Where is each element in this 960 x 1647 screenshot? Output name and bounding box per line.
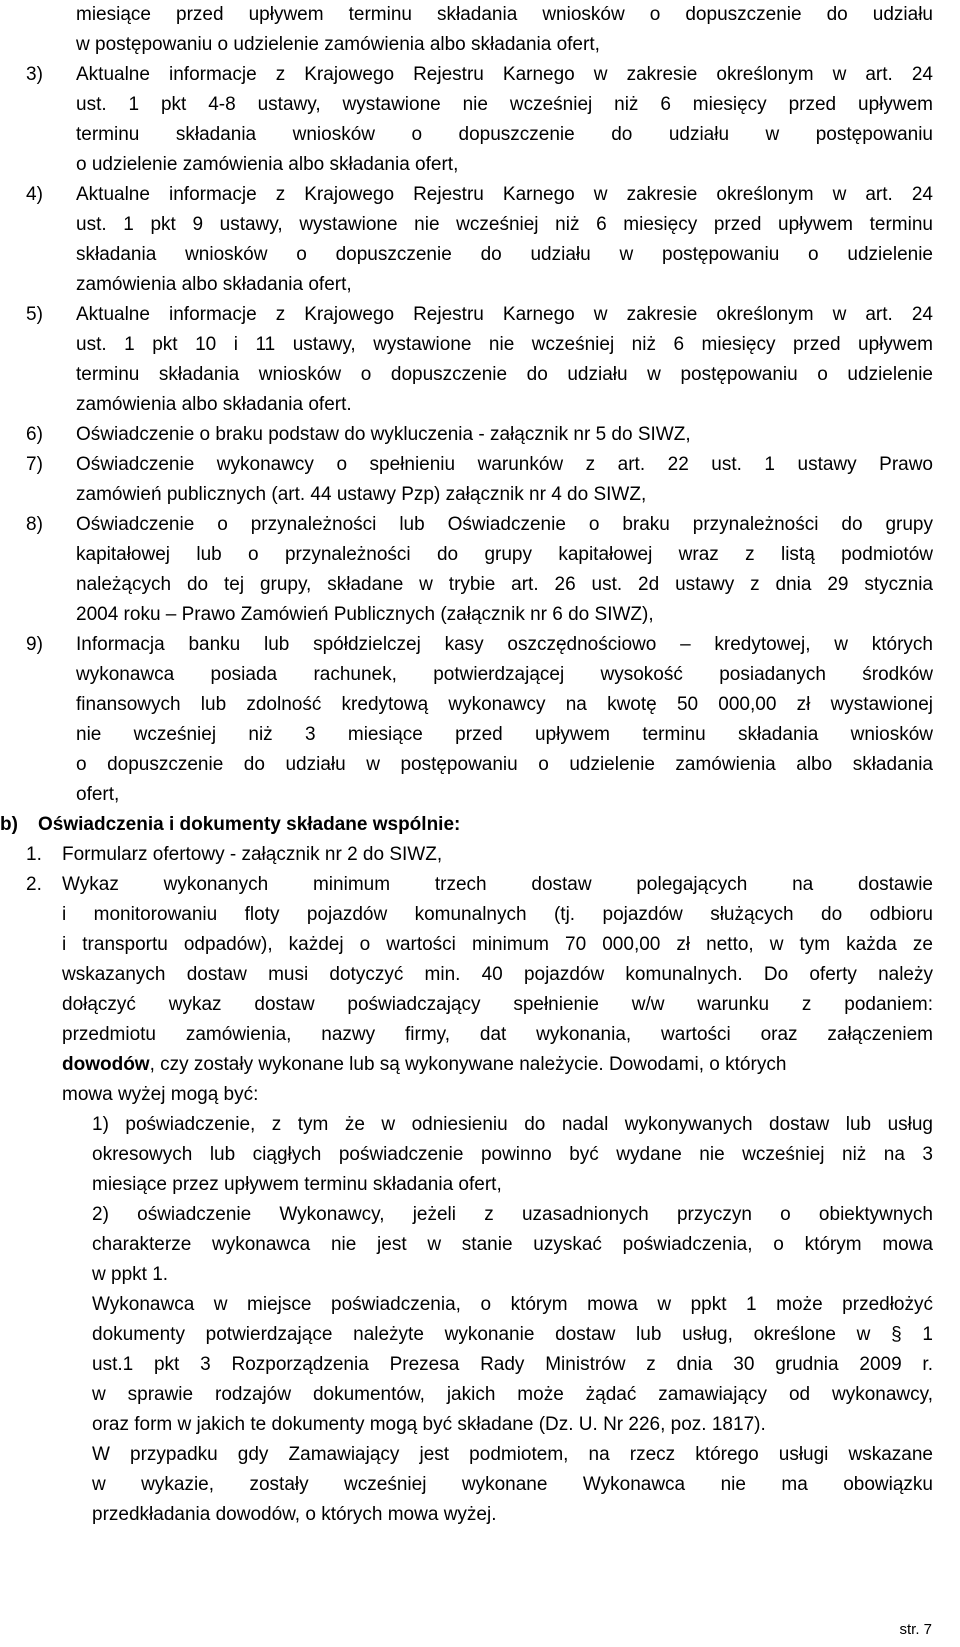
page-number: str. 7 <box>899 1621 932 1638</box>
list-marker: 6) <box>26 424 43 445</box>
text-line: Aktualne informacje z Krajowego Rejestru Karnego w zakresie określonym w art. 24 <box>76 64 933 85</box>
text-line: w wykazie, zostały wcześniej wykonane Wykonawca nie ma obowiązku <box>92 1474 933 1495</box>
text-line: mowa wyżej mogą być: <box>62 1084 259 1105</box>
text-line: przedmiotu zamówienia, nazwy firmy, dat wykonania, wartości oraz załączeniem <box>62 1024 933 1045</box>
text-line: i transportu odpadów), każdej o wartości minimum 70 000,00 zł netto, w tym każda ze <box>62 934 933 955</box>
text-line: składania wniosków o dopuszczenie do udziału w postępowaniu o udzielenie <box>76 244 933 265</box>
text-line: ust. 1 pkt 10 i 11 ustawy, wystawione nie wcześniej niż 6 miesięcy przed upływem <box>76 334 933 355</box>
text-line: Oświadczenie o braku podstaw do wykluczenia - załącznik nr 5 do SIWZ, <box>76 424 691 445</box>
section-marker: b) <box>0 814 18 835</box>
text-line: o dopuszczenie do udziału w postępowaniu o udzielenie zamówienia albo składania <box>76 754 933 775</box>
text-line: wykonawca posiada rachunek, potwierdzającej wysokość posiadanych środków <box>76 664 933 685</box>
text-line: oraz form w jakich te dokumenty mogą być składane (Dz. U. Nr 226, poz. 1817). <box>92 1414 766 1435</box>
text-line: Aktualne informacje z Krajowego Rejestru Karnego w zakresie określonym w art. 24 <box>76 304 933 325</box>
text-line: kapitałowej lub o przynależności do grupy kapitałowej wraz z listą podmiotów <box>76 544 933 565</box>
text-line: w sprawie rodzajów dokumentów, jakich może żądać zamawiający od wykonawcy, <box>92 1384 933 1405</box>
text-line: Wykonawca w miejsce poświadczenia, o którym mowa w ppkt 1 może przedłożyć <box>92 1294 933 1315</box>
text-line: ofert, <box>76 784 120 805</box>
text-line: charakterze wykonawca nie jest w stanie uzyskać poświadczenia, o którym mowa <box>92 1234 933 1255</box>
text-line: 2004 roku – Prawo Zamówień Publicznych (załącznik nr 6 do SIWZ), <box>76 604 654 625</box>
text-line: Oświadczenie o przynależności lub Oświadczenie o braku przynależności do grupy <box>76 514 933 535</box>
text-line: należących do tej grupy, składane w trybie art. 26 ust. 2d ustawy z dnia 29 stycznia <box>76 574 933 595</box>
text-line: miesiące przez upływem terminu składania ofert, <box>92 1174 502 1195</box>
text-line: przedkładania dowodów, o których mowa wyżej. <box>92 1504 497 1525</box>
list-marker: 3) <box>26 64 43 85</box>
text-line: o udzielenie zamówienia albo składania ofert, <box>76 154 459 175</box>
text-line: terminu składania wniosków o dopuszczenie do udziału w postępowaniu o udzielenie <box>76 364 933 385</box>
text-line: Wykaz wykonanych minimum trzech dostaw polegających na dostawie <box>62 874 933 895</box>
text-line: w ppkt 1. <box>92 1264 169 1285</box>
text-line: Oświadczenie wykonawcy o spełnieniu warunków z art. 22 ust. 1 ustawy Prawo <box>76 454 933 475</box>
text-line: zamówień publicznych (art. 44 ustawy Pzp) załącznik nr 4 do SIWZ, <box>76 484 647 505</box>
list-marker: 2. <box>26 874 42 895</box>
text-line: ust. 1 pkt 9 ustawy, wystawione nie wcześniej niż 6 miesięcy przed upływem terminu <box>76 214 933 235</box>
text-line: Aktualne informacje z Krajowego Rejestru Karnego w zakresie określonym w art. 24 <box>76 184 933 205</box>
text-line: 2) oświadczenie Wykonawcy, jeżeli z uzasadnionych przyczyn o obiektywnych <box>92 1204 933 1225</box>
text-line: Formularz ofertowy - załącznik nr 2 do SIWZ, <box>62 844 443 865</box>
text-line: wskazanych dostaw musi dotyczyć min. 40 pojazdów komunalnych. Do oferty należy <box>62 964 933 985</box>
list-marker: 4) <box>26 184 43 205</box>
text-line: ust.1 pkt 3 Rozporządzenia Prezesa Rady Ministrów z dnia 30 grudnia 2009 r. <box>92 1354 933 1375</box>
list-marker: 5) <box>26 304 43 325</box>
text-line <box>62 1050 933 1080</box>
text-line: finansowych lub zdolność kredytową wykonawcy na kwotę 50 000,00 zł wystawionej <box>76 694 933 715</box>
text-line: W przypadku gdy Zamawiający jest podmiotem, na rzecz którego usługi wskazane <box>92 1444 933 1465</box>
bold-word: dowodów <box>62 1054 150 1075</box>
list-marker: 1. <box>26 844 42 865</box>
text-line: 1) poświadczenie, z tym że w odniesieniu do nadal wykonywanych dostaw lub usług <box>92 1114 933 1135</box>
list-marker: 9) <box>26 634 43 655</box>
text-line: terminu składania wniosków o dopuszczenie do udziału w postępowaniu <box>76 124 933 145</box>
text-line: dołączyć wykaz dostaw poświadczający spełnienie w/w warunku z podaniem: <box>62 994 933 1015</box>
list-marker: 7) <box>26 454 43 475</box>
text-line: w postępowaniu o udzielenie zamówienia albo składania ofert, <box>76 34 600 55</box>
text-line: okresowych lub ciągłych poświadczenie powinno być wydane nie wcześniej niż na 3 <box>92 1144 933 1165</box>
text-line: zamówienia albo składania ofert, <box>76 274 352 295</box>
list-marker: 8) <box>26 514 43 535</box>
text-line: i monitorowaniu floty pojazdów komunalnych (tj. pojazdów służących do odbioru <box>62 904 933 925</box>
text-line: miesiące przed upływem terminu składania wniosków o dopuszczenie do udziału <box>76 4 933 25</box>
text-fragment: , czy zostały wykonane lub są wykonywane należycie. Dowodami, o których <box>149 1054 787 1075</box>
text-line: dokumenty potwierdzające należyte wykonanie dostaw lub usług, określone w § 1 <box>92 1324 933 1345</box>
text-line: Informacja banku lub spółdzielczej kasy oszczędnościowo – kredytowej, w których <box>76 634 933 655</box>
text-line: zamówienia albo składania ofert. <box>76 394 352 415</box>
section-heading: Oświadczenia i dokumenty składane wspólnie: <box>38 814 461 835</box>
text-line: nie wcześniej niż 3 miesiące przed upływem terminu składania wniosków <box>76 724 933 745</box>
text-line: ust. 1 pkt 4-8 ustawy, wystawione nie wcześniej niż 6 miesięcy przed upływem <box>76 94 933 115</box>
